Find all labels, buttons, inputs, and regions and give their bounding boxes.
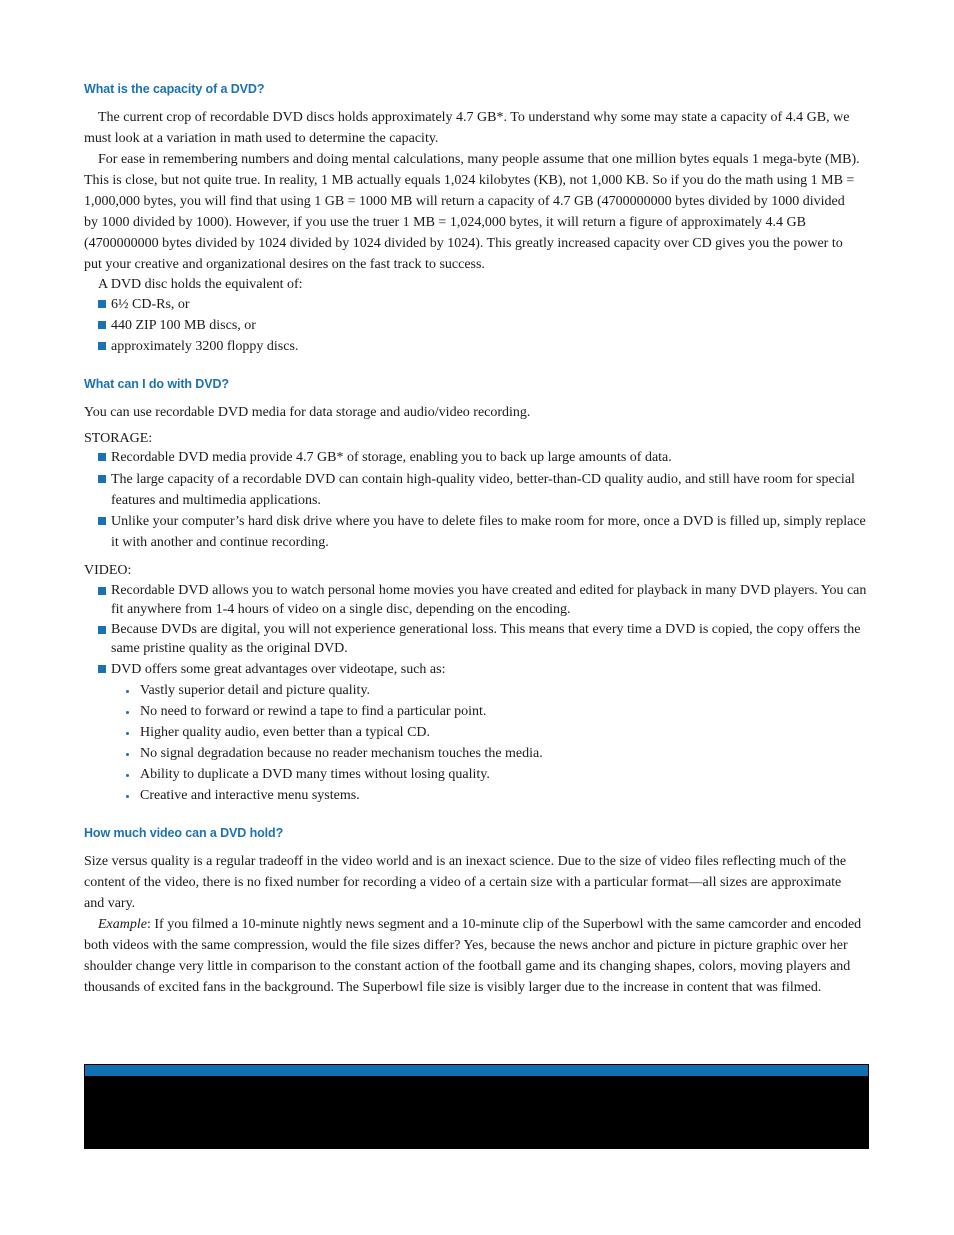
square-bullet-icon (98, 475, 106, 483)
section-heading-capacity: What is the capacity of a DVD? (84, 82, 265, 96)
paragraph: You can use recordable DVD media for data storage and audio/video recording. (84, 405, 531, 420)
example-label: Example (98, 917, 147, 932)
list-item: 440 ZIP 100 MB discs, or (98, 315, 871, 336)
paragraph: The current crop of recordable DVD discs holds approximately 4.7 GB*. To understand why some may state a capacity of 4.4 GB, we must look at a variation in math used to determine the capacity. (84, 110, 850, 146)
paragraph: A DVD disc holds the equivalent of: (98, 277, 303, 292)
square-bullet-icon (98, 453, 106, 461)
list-item: The large capacity of a recordable DVD can contain high-quality video, better-than-CD quality audio, and still have room for special features and multimedia applications. (98, 469, 871, 511)
sub-list-item: Vastly superior detail and picture quality. (126, 680, 370, 701)
paragraph: For ease in remembering numbers and doing mental calculations, many people assume that one million bytes equals 1 mega-byte (MB). This is close, but not quite true. In reality, 1 MB actually equals 1,024 kilobytes (KB), not 1,000 KB. So if you do the math using 1 MB = 1,000,000 bytes, you will find that using 1 GB = 1000 MB will return a capacity of 4.7 GB (4700000000 bytes divided by 1000 divided by 1000 divided by 1000). However, if you use the truer 1 MB = 1,024,000 bytes, it will return a figure of approximately 4.4 GB (4700000000 bytes divided by 1024 divided by 1024 divided by 1024). This greatly increased capacity over CD gives you the power to put your creative and organizational desires on the fast track to success. (84, 152, 860, 272)
section-heading-uses: What can I do with DVD? (84, 377, 229, 391)
dot-bullet-icon (126, 690, 129, 693)
dot-bullet-icon (126, 795, 129, 798)
square-bullet-icon (98, 321, 106, 329)
dot-bullet-icon (126, 711, 129, 714)
square-bullet-icon (98, 342, 106, 350)
dot-bullet-icon (126, 753, 129, 756)
video-label: VIDEO: (84, 563, 132, 578)
sub-list-item: No signal degradation because no reader mechanism touches the media. (126, 743, 543, 764)
square-bullet-icon (98, 626, 106, 634)
storage-label: STORAGE: (84, 431, 153, 446)
square-bullet-icon (98, 300, 106, 308)
footer-stripe (85, 1065, 868, 1076)
paragraph: Example: If you filmed a 10-minute nightly news segment and a 10-minute clip of the Superbowl with the same camcorder and encoded both videos with the same compression, would the file sizes differ? Yes, because the news anchor and picture in picture graphic over her shoulder change very little in comparison to the constant action of the football game and its changing shapes, colors, moving players and thousands of excited fans in the background. The Superbowl file size is visibly larger due to the increase in content that was filmed. (84, 917, 862, 995)
list-item: Because DVDs are digital, you will not experience generational loss. This means that every time a DVD is copied, the copy offers the same pristine quality as the original DVD. (98, 620, 871, 658)
dot-bullet-icon (126, 732, 129, 735)
list-item: 6½ CD-Rs, or (98, 294, 871, 315)
sub-list-item: Higher quality audio, even better than a typical CD. (126, 722, 430, 743)
square-bullet-icon (98, 665, 106, 673)
dot-bullet-icon (126, 774, 129, 777)
list-item: approximately 3200 floppy discs. (98, 336, 871, 357)
list-item: Unlike your computer’s hard disk drive where you have to delete files to make room for more, once a DVD is filled up, simply replace it with another and continue recording. (98, 511, 871, 553)
sub-list-item: No need to forward or rewind a tape to find a particular point. (126, 701, 486, 722)
section-heading-video-capacity: How much video can a DVD hold? (84, 826, 284, 840)
square-bullet-icon (98, 517, 106, 525)
square-bullet-icon (98, 587, 106, 595)
sub-list-item: Ability to duplicate a DVD many times without losing quality. (126, 764, 490, 785)
list-item: Recordable DVD media provide 4.7 GB* of storage, enabling you to back up large amounts of data. (98, 447, 871, 468)
list-item: Recordable DVD allows you to watch personal home movies you have created and edited for playback in many DVD players. You can fit anywhere from 1-4 hours of video on a single disc, depending on the encoding. (98, 581, 871, 619)
paragraph: Size versus quality is a regular tradeoff in the video world and is an inexact science. Due to the size of video files reflecting much of the content of the video, there is no fixed number for recording a video of a certain size with a particular format—all sizes are approximate and vary. (84, 854, 847, 911)
list-item: DVD offers some great advantages over videotape, such as: (98, 659, 871, 680)
sub-list-item: Creative and interactive menu systems. (126, 785, 360, 806)
footer-bar (84, 1064, 869, 1149)
